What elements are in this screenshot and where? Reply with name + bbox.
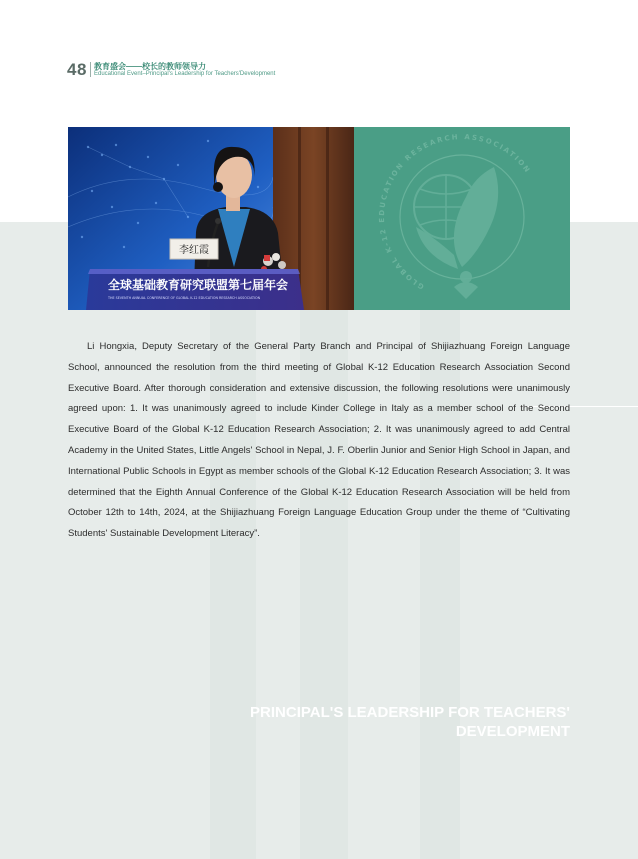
association-logo	[354, 127, 570, 310]
header-divider	[90, 62, 91, 77]
background-title-line: PRINCIPAL'S LEADERSHIP FOR TEACHERS'	[250, 704, 570, 721]
logo-ring-text: GLOBAL K-12 EDUCATION RESEARCH ASSOCIATION	[377, 132, 533, 291]
running-title-en: Educational Event–Principal's Leadership for Teachers'Development	[94, 71, 276, 77]
background-section-title	[170, 703, 570, 741]
page-number: 48	[67, 60, 87, 79]
body-paragraph: Li Hongxia, Deputy Secretary of the General Party Branch and Principal of Shijiazhuang Foreign Language School, announced the resolution from the third meeting of Global K-12 Education Research Association Second Executive Board. After thorough consideration and extensive discussion, the following resolutions were unanimously agreed upon: 1. It was unanimously agreed to include Kinder College in Italy as a member school of the Second Executive Board of the Global K-12 Education Research Association; 2. It was unanimously agreed to add Central Academy in the United States, Little Angels' School in Nepal, J. F. Oberlin Junior and Senior High School in Japan, and International Public Schools in Egypt as member schools of the Global K-12 Education Research Association; 3. It was determined that the Eighth Annual Conference of the Global K-12 Education Research Association will be held from October 12th to 14th, 2024, at the Shijiazhuang Foreign Language Education Group under the theme of “Cultivating Students' Sustainable Development Literacy”.	[68, 341, 570, 540]
banner-title-cn: 全球基础教育研究联盟第七届年会	[108, 278, 289, 292]
conference-photo	[68, 127, 354, 310]
name-plate-text: 李红霞	[179, 245, 209, 256]
banner-title-en: THE SEVENTH ANNUAL CONFERENCE OF GLOBAL K-12 EDUCATION RESEARCH ASSOCIATION	[108, 296, 261, 300]
association-logo-panel	[354, 127, 570, 310]
running-title-cn: 教育盛会——校长的教师领导力	[94, 62, 206, 71]
background-title-line: DEVELOPMENT	[455, 723, 570, 740]
